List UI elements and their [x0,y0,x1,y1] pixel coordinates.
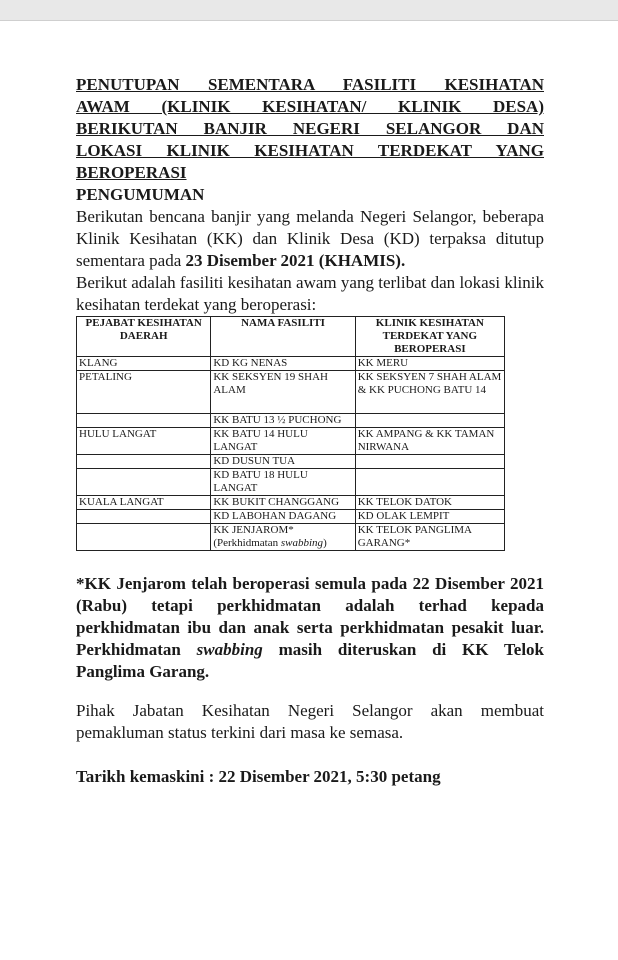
facilities-table [76,316,505,551]
service-note-prefix: (Perkhidmatan [213,537,281,549]
closure-date: 23 Disember 2021 (KHAMIS). [185,251,406,270]
facility-name: KK JENJAROM* [213,524,294,536]
last-updated: Tarikh kemaskini : 22 Disember 2021, 5:30 petang [76,767,441,786]
closing-paragraph: Pihak Jabatan Kesihatan Negeri Selangor akan membuat pemakluman status terkini dari masa ke semasa. [76,701,544,742]
table-row [77,428,505,455]
jenjarom-note [76,573,544,683]
nearest-cell: KK TELOK PANGLIMA GARANG* [355,524,504,551]
facility-cell [211,524,355,551]
table-intro: Berikut adalah fasiliti kesihatan awam yang terlibat dan lokasi klinik kesihatan terdekat yang beroperasi: [76,273,544,314]
announcement-document [76,74,544,805]
note-italic: swabbing [196,640,263,659]
nearest-cell [355,414,504,428]
nearest-cell: KK AMPANG & KK TAMAN NIRWANA [355,428,504,455]
facility-cell: KK BATU 13 ½ PUCHONG [211,414,355,428]
facility-cell: KK BUKIT CHANGGANG [211,496,355,510]
facility-cell: KD DUSUN TUA [211,455,355,469]
district-cell [77,510,211,524]
nearest-cell: KD OLAK LEMPIT [355,510,504,524]
title-line-3: BERIKUTAN BANJIR NEGERI SELANGOR DAN [76,119,544,138]
service-note-suffix: ) [323,537,327,549]
district-cell [77,469,211,496]
nearest-cell [355,455,504,469]
table-row [77,496,505,510]
facility-cell: KD KG NENAS [211,357,355,371]
district-cell [77,414,211,428]
district-cell: KUALA LANGAT [77,496,211,510]
intro-text: Berikutan bencana banjir yang melanda Negeri Selangor, beberapa Klinik Kesihatan (KK) dan Klinik Desa (KD) terpaksa ditutup sementara pada [76,207,544,270]
district-cell [77,455,211,469]
facility-cell: KK BATU 14 HULU LANGAT [211,428,355,455]
header-nearest-clinic: KLINIK KESIHATAN TERDEKAT YANG BEROPERASI [355,317,504,357]
facility-cell: KK SEKSYEN 19 SHAH ALAM [211,371,355,414]
table-row [77,524,505,551]
table-header-row [77,317,505,357]
nearest-cell: KK SEKSYEN 7 SHAH ALAM & KK PUCHONG BATU 14 [355,371,504,414]
top-border-strip [0,0,618,21]
table-row [77,455,505,469]
title-line-1: PENUTUPAN SEMENTARA FASILITI KESIHATAN [76,75,544,94]
title-line-5: BEROPERASI [76,163,187,182]
facility-cell: KD LABOHAN DAGANG [211,510,355,524]
district-cell: KLANG [77,357,211,371]
table-row [77,414,505,428]
district-cell [77,524,211,551]
note-part-2: masih diteruskan di KK Telok Panglima Garang. [76,640,545,681]
facility-service-note [213,537,326,549]
nearest-cell [355,469,504,496]
nearest-cell: KK TELOK DATOK [355,496,504,510]
announcement-heading: PENGUMUMAN [76,185,205,204]
table-row [77,371,505,414]
table-row [77,469,505,496]
note-part-1: *KK Jenjarom telah beroperasi semula pada 22 Disember 2021 (Rabu) tetapi perkhidmatan adalah terhad kepada perkhidmatan ibu dan anak serta perkhidmatan pesakit luar. Perkhidmatan [76,574,544,659]
district-cell: HULU LANGAT [77,428,211,455]
facility-cell: KD BATU 18 HULU LANGAT [211,469,355,496]
header-district: PEJABAT KESIHATAN DAERAH [77,317,211,357]
service-note-italic: swabbing [280,537,324,549]
title-line-4: LOKASI KLINIK KESIHATAN TERDEKAT YANG [76,141,544,160]
intro-paragraph [76,206,544,272]
nearest-cell: KK MERU [355,357,504,371]
table-row [77,510,505,524]
title-line-2: AWAM (KLINIK KESIHATAN/ KLINIK DESA) [76,97,544,116]
table-row [77,357,505,371]
district-cell: PETALING [77,371,211,414]
header-facility: NAMA FASILITI [211,317,355,357]
